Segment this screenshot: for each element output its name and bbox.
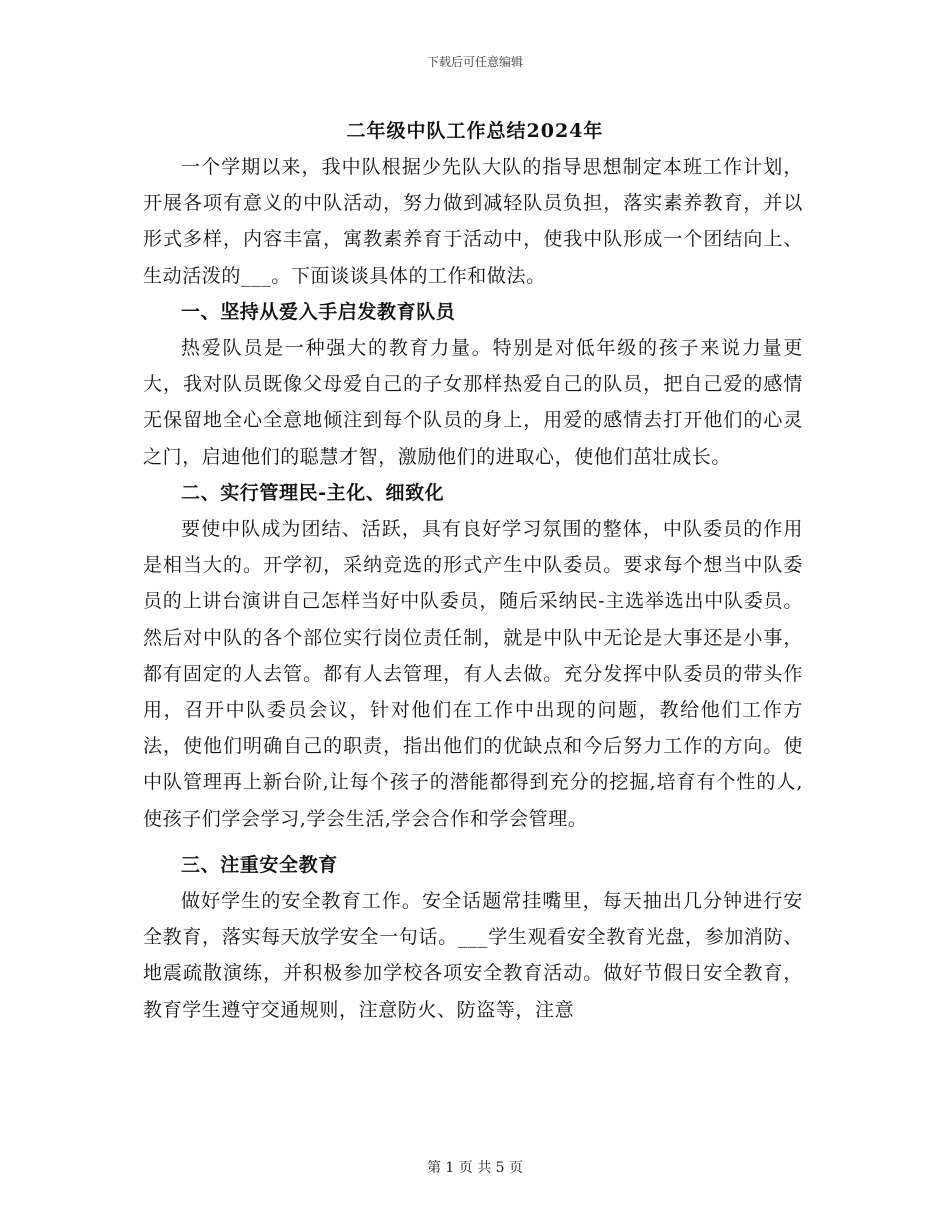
section-3-heading: 三、注重安全教育 xyxy=(181,853,338,876)
section-2-body: 要使中队成为团结、活跃，具有良好学习氛围的整体，中队委员的作用是相当大的。开学初，采纳竞选的形式产生中队委员。要求每个想当中队委员的上讲台演讲自己怎样当好中队委员，随后采纳民-主选举选出中队委员。然后对中队的各个部位实行岗位责任制，就是中队中无论是大事还是小事，都有固定的人去管。都有人去管理，有人去做。充分发挥中队委员的带头作用，召开中队委员会议，针对他们在工作中出现的问题，教给他们工作方法，使他们明确自己的职责，指出他们的优缺点和今后努力工作的方向。使中队管理再上新台阶,让每个孩子的潜能都得到充分的挖掘,培育有个性的人,使孩子们学会学习,学会生活,学会合作和学会管理。 xyxy=(143,518,803,830)
section-1-body: 热爱队员是一种强大的教育力量。特别是对低年级的孩子来说力量更大，我对队员既像父母爱自己的子女那样热爱自己的队员，把自己爱的感情无保留地全心全意地倾注到每个队员的身上，用爱的感情去打开他们的心灵之门，启迪他们的聪慧才智，激励他们的进取心，使他们茁壮成长。 xyxy=(143,337,803,468)
section-3-body: 做好学生的安全教育工作。安全话题常挂嘴里，每天抽出几分钟进行安全教育，落实每天放学安全一句话。___学生观看安全教育光盘，参加消防、地震疏散演练，并积极参加学校各项安全教育活动。做好节假日安全教育，教育学生遵守交通规则，注意防火、防盗等，注意 xyxy=(143,890,803,1021)
section-1-heading: 一、坚持从爱入手启发教育队员 xyxy=(181,300,456,323)
section-2-heading: 二、实行管理民-主化、细致化 xyxy=(181,481,445,504)
header-note: 下载后可任意编辑 xyxy=(426,55,523,69)
document-title: 二年级中队工作总结2024年 xyxy=(346,120,604,142)
page-footer: 第 1 页 共 5 页 xyxy=(426,1160,524,1176)
intro-paragraph: 一个学期以来，我中队根据少先队大队的指导思想制定本班工作计划，开展各项有意义的中队活动，努力做到减轻队员负担，落实素养教育，并以形式多样，内容丰富，寓教素养育于活动中，使我中队形成一个团结向上、生动活泼的___。下面谈谈具体的工作和做法。 xyxy=(143,156,803,287)
section-spacer xyxy=(143,837,803,847)
document-body xyxy=(143,149,803,1028)
